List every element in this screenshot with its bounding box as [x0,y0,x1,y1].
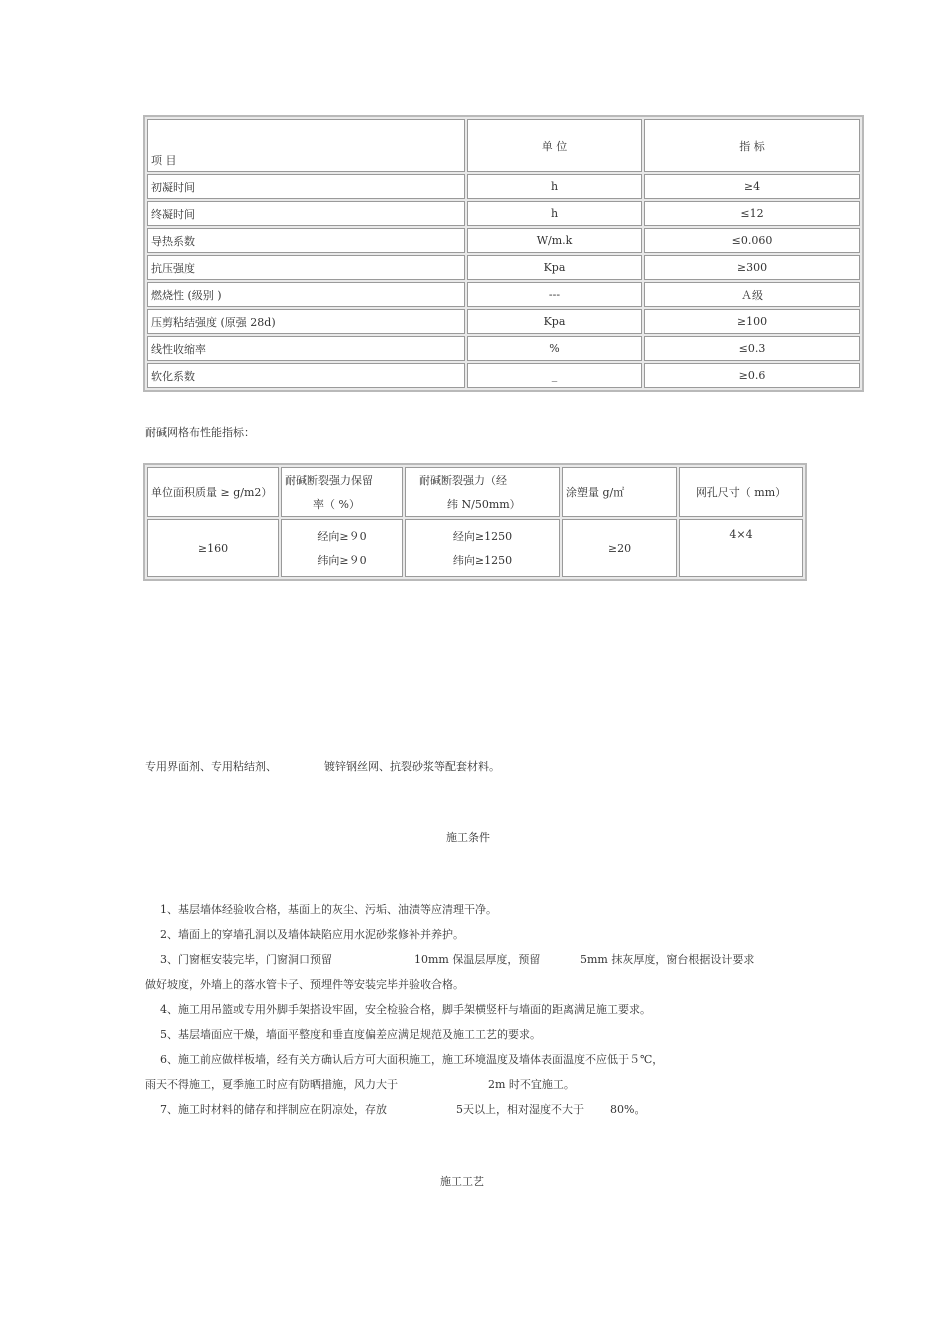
row-item: 抗压强度 [147,255,465,280]
cell-strength-warp: 经向≥1250 [452,530,513,543]
row-unit: Kpa [467,255,642,280]
row-value: ≤0.3 [644,336,860,361]
table-row [147,519,803,577]
header-retention-line2: 率（ %） [313,498,360,511]
section-heading-conditions: 施工条件 [446,831,490,844]
table-row [147,201,860,226]
condition-item-3d: 做好坡度，外墙上的落水管卡子、预埋件等安装完毕并验收合格。 [145,978,464,991]
header-mass-text: 单位面积质量 ≥ g/m2） [151,486,273,499]
cell-retention [281,519,403,577]
row-value: ≤0.060 [644,228,860,253]
condition-item-7a: 7、施工时材料的储存和拌制应在阴凉处，存放 [160,1103,387,1116]
header-retention [281,467,403,517]
table-row [147,282,860,307]
header-index: 指 标 [644,119,860,172]
header-strength [405,467,560,517]
row-unit: --- [467,282,642,307]
condition-item-6b: 雨天不得施工，夏季施工时应有防晒措施，风力大于 [145,1078,398,1091]
row-value: Ａ级 [644,282,860,307]
header-mesh-size [679,467,803,517]
row-unit: % [467,336,642,361]
table-row [147,309,860,334]
table-row [147,255,860,280]
performance-table [143,115,864,392]
condition-item-7c: 80%。 [610,1103,646,1116]
row-item: 初凝时间 [147,174,465,199]
row-item: 燃烧性 (级别 ) [147,282,465,307]
table-row [147,336,860,361]
table-header-row [147,119,860,172]
row-item: 线性收缩率 [147,336,465,361]
cell-strength [405,519,560,577]
cell-retention-weft: 纬向≥９0 [317,554,367,567]
header-coating-text: 涂塑量 g/㎡ [566,486,625,499]
cell-strength-weft: 纬向≥1250 [452,554,513,567]
cell-mesh-size: 4×4 [679,519,803,577]
row-value: ≥4 [644,174,860,199]
mesh-table [143,463,807,581]
header-unit: 单 位 [467,119,642,172]
table-row [147,174,860,199]
condition-item-2: 2、墙面上的穿墙孔洞以及墙体缺陷应用水泥砂浆修补并养护。 [160,928,464,941]
row-item: 终凝时间 [147,201,465,226]
condition-item-3a: 3、门窗框安装完毕，门窗洞口预留 [160,953,332,966]
table-row [147,363,860,388]
materials-line-part2: 镀锌钢丝网、抗裂砂浆等配套材料。 [324,760,500,773]
header-item: 项 目 [147,119,465,172]
cell-retention-warp: 经向≥９0 [317,530,367,543]
header-coating [562,467,677,517]
row-value: ≥100 [644,309,860,334]
row-unit: h [467,174,642,199]
row-unit: _ [467,363,642,388]
row-item: 软化系数 [147,363,465,388]
condition-item-3c: 5mm 抹灰厚度，窗台根据设计要求 [580,953,755,966]
materials-line-part1: 专用界面剂、专用粘结剂、 [145,760,277,773]
row-value: ≥0.6 [644,363,860,388]
mesh-caption: 耐碱网格布性能指标： [145,426,255,439]
condition-item-6c: 2m 时不宜施工。 [488,1078,575,1091]
header-mesh-size-text: 网孔尺寸（ mm） [695,486,787,499]
row-value: ≥300 [644,255,860,280]
row-unit: W/m.k [467,228,642,253]
row-value: ≤12 [644,201,860,226]
header-strength-line1: 耐碱断裂强力（经 [419,474,507,487]
row-item: 压剪粘结强度 (原强 28d) [147,309,465,334]
condition-item-6a: 6、施工前应做样板墙，经有关方确认后方可大面积施工，施工环境温度及墙体表面温度不应低于５℃， [160,1053,664,1066]
header-mass [147,467,279,517]
row-unit: h [467,201,642,226]
table-row [147,228,860,253]
header-retention-line1: 耐碱断裂强力保留 [285,474,373,487]
table-header-row [147,467,803,517]
header-strength-line2: 纬 N/50mm） [447,498,521,511]
row-item: 导热系数 [147,228,465,253]
condition-item-3b: 10mm 保温层厚度，预留 [414,953,541,966]
condition-item-4: 4、施工用吊篮或专用外脚手架搭设牢固，安全检验合格，脚手架横竖杆与墙面的距离满足施工要求。 [160,1003,651,1016]
section-heading-process: 施工工艺 [440,1175,484,1188]
condition-item-7b: 5天以上，相对湿度不大于 [456,1103,584,1116]
condition-item-1: 1、基层墙体经验收合格，基面上的灰尘、污垢、油渍等应清理干净。 [160,903,497,916]
condition-item-5: 5、基层墙面应干燥，墙面平整度和垂直度偏差应满足规范及施工工艺的要求。 [160,1028,541,1041]
cell-mass: ≥160 [147,519,279,577]
row-unit: Kpa [467,309,642,334]
cell-coating: ≥20 [562,519,677,577]
